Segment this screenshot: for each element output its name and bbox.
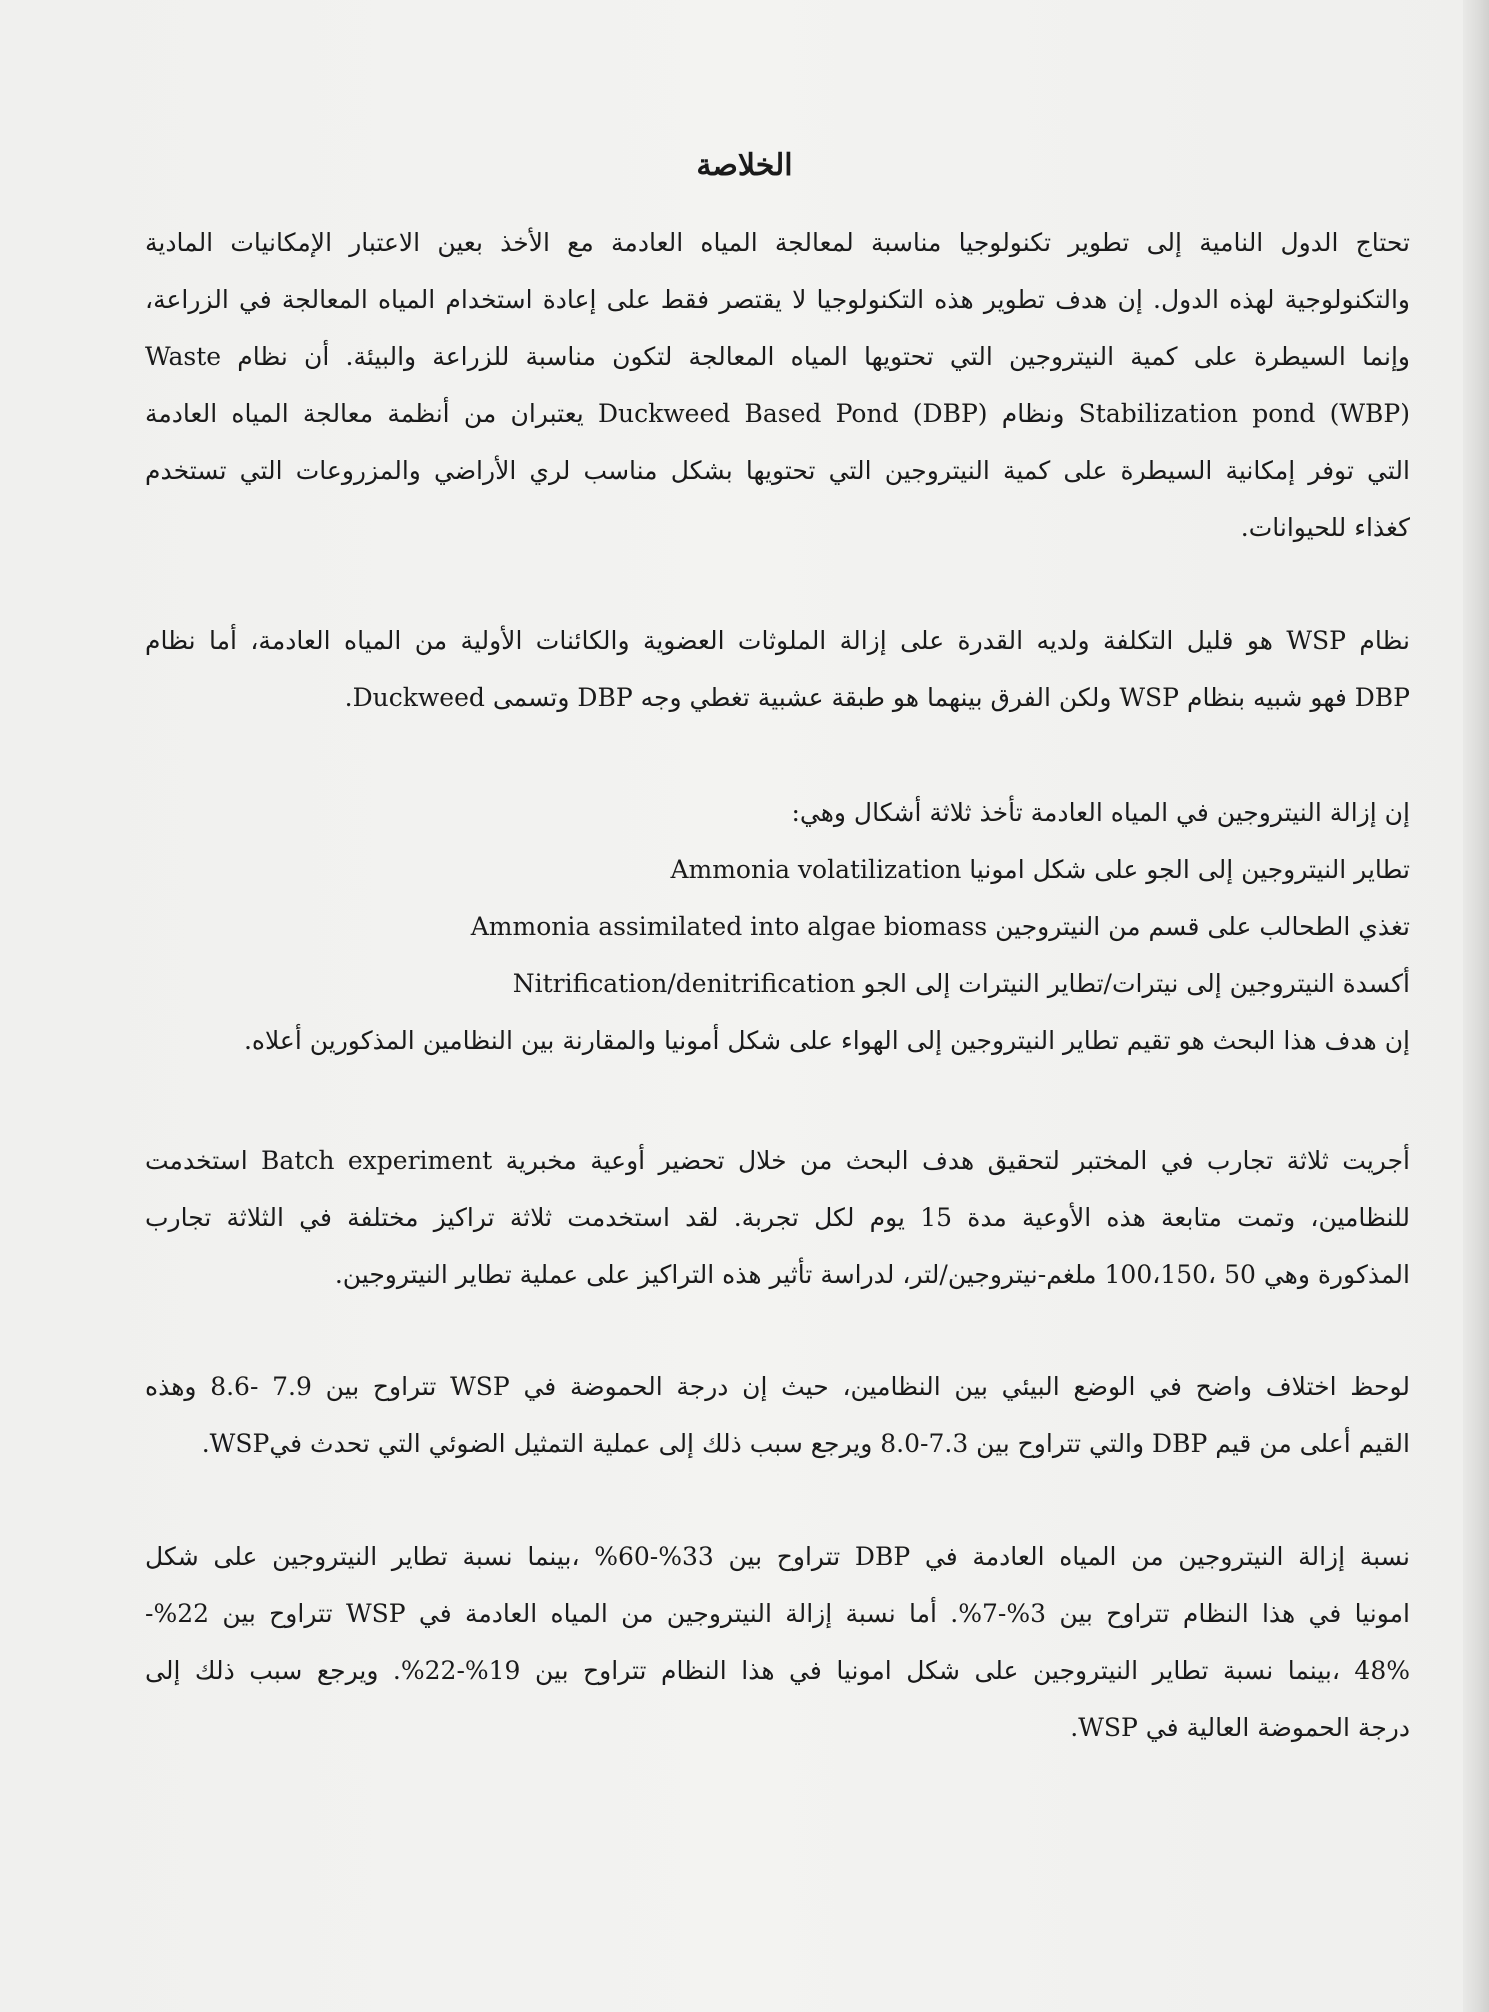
paragraph-3 [145,784,1410,1069]
paragraph-1 [145,214,1410,556]
paragraph-6 [145,1528,1410,1756]
text-line: للنظامين، وتمت متابعة هذه الأوعية مدة 15 يوم لكل تجربة. لقد استخدمت ثلاثة تراكيز مختلفة في الثلاثة تجارب [145,1203,1410,1232]
text-line: امونيا في هذا النظام تتراوح بين 3%-7%. أما نسبة إزالة النيتروجين من المياه العادمة في WSP تتراوح بين 22%- [145,1599,1410,1628]
text-line: نسبة إزالة النيتروجين من المياه العادمة في DBP تتراوح بين 33%-60% ،بينما نسبة تطاير النيتروجين على شكل [145,1542,1410,1571]
text-line: أكسدة النيتروجين إلى نيترات/تطاير النيترات إلى الجو Nitrification/denitrification [512,969,1410,998]
paragraph-5 [145,1358,1410,1472]
text-line: لوحظ اختلاف واضح في الوضع البيئي بين النظامين، حيث إن درجة الحموضة في WSP تتراوح بين 7.9 -8.6 وهذه [145,1372,1410,1401]
text-line: التي توفر إمكانية السيطرة على كمية النيتروجين التي تحتويها بشكل مناسب لري الأراضي والمزروعات التي تستخدم [145,456,1410,485]
text-line: تحتاج الدول النامية إلى تطوير تكنولوجيا مناسبة لمعالجة المياه العادمة مع الأخذ بعين الاعتبار الإمكانيات المادية [145,228,1410,257]
page-shadow-edge [1463,0,1489,2012]
text-line: 48% ،بينما نسبة تطاير النيتروجين على شكل امونيا في هذا النظام تتراوح بين 19%-22%. ويرجع سبب ذلك إلى [145,1656,1410,1685]
page-title: الخلاصة [696,148,793,183]
text-line: إن هدف هذا البحث هو تقيم تطاير النيتروجين إلى الهواء على شكل أمونيا والمقارنة بين النظامين المذكورين أعلاه. [243,1026,1410,1055]
text-line: كغذاء للحيوانات. [1240,513,1410,542]
text-line: والتكنولوجية لهذه الدول. إن هدف تطوير هذه التكنولوجيا لا يقتصر فقط على إعادة استخدام المياه المعالجة في الزراعة، [145,285,1410,314]
text-line: تغذي الطحالب على قسم من النيتروجين Ammonia assimilated into algae biomass [470,912,1410,941]
text-line: وإنما السيطرة على كمية النيتروجين التي تحتويها المياه المعالجة لتكون مناسبة للزراعة والبيئة. أن نظام Waste [145,342,1410,371]
text-line: أجريت ثلاثة تجارب في المختبر لتحقيق هدف البحث من خلال تحضير أوعية مخبرية Batch experiment استخدمت [145,1146,1410,1175]
text-line: المذكورة وهي 50 ،100،150 ملغم-نيتروجين/لتر، لدراسة تأثير هذه التراكيز على عملية تطاير النيتروجين. [334,1260,1410,1289]
paragraph-4 [145,1132,1410,1303]
text-line: DBP فهو شبيه بنظام WSP ولكن الفرق بينهما هو طبقة عشبية تغطي وجه DBP وتسمى Duckweed. [344,683,1410,712]
paragraph-2 [145,612,1410,726]
text-line: Stabilization pond (WBP) ونظام Duckweed Based Pond (DBP) يعتبران من أنظمة معالجة المياه العادمة [145,399,1410,428]
text-line: إن إزالة النيتروجين في المياه العادمة تأخذ ثلاثة أشكال وهي: [791,798,1410,827]
text-line: نظام WSP هو قليل التكلفة ولديه القدرة على إزالة الملوثات العضوية والكائنات الأولية من المياه العادمة، أما نظام [145,626,1410,655]
text-line: القيم أعلى من قيم DBP والتي تتراوح بين 7.3-8.0 ويرجع سبب ذلك إلى عملية التمثيل الضوئي التي تحدث فيWSP. [201,1429,1410,1458]
text-line: درجة الحموضة العالية في WSP. [1070,1713,1410,1742]
text-line: تطاير النيتروجين إلى الجو على شكل امونيا Ammonia volatilization [670,855,1410,884]
